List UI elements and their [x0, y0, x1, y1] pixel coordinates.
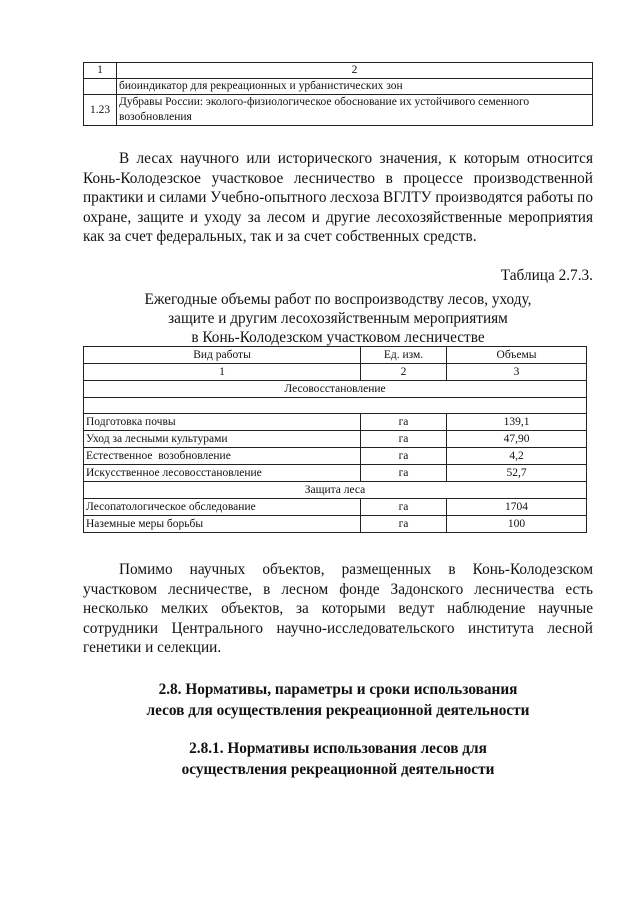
work-type: Естественное возобновление: [84, 448, 361, 465]
unit: га: [361, 499, 447, 516]
table-header-row: [84, 63, 593, 79]
section-title: Защита леса: [84, 482, 587, 499]
work-type: Лесопатологическое обследование: [84, 499, 361, 516]
table-row: [84, 79, 593, 95]
table-cell: 2: [361, 364, 447, 381]
table-header-row: [84, 347, 587, 364]
table-cell-text: Дубравы России: эколого-физиологическое обоснование их устойчивого семенного: [119, 96, 530, 108]
work-type: Наземные меры борьбы: [84, 516, 361, 533]
table-row: [84, 448, 587, 465]
table-header-cell: 1: [84, 63, 117, 79]
heading-line: 2.8. Нормативы, параметры и сроки использования: [158, 681, 518, 698]
works-volume-table: [83, 346, 587, 533]
table-caption: [83, 290, 593, 347]
volume: 52,7: [447, 465, 587, 482]
unit: га: [361, 414, 447, 431]
table-cell: [84, 79, 117, 95]
work-type: Подготовка почвы: [84, 414, 361, 431]
table-row: [84, 414, 587, 431]
section-title: Лесовосстановление: [84, 381, 587, 398]
table-cell: [84, 398, 587, 414]
continuation-table: [83, 62, 593, 126]
table-cell: 3: [447, 364, 587, 381]
column-number-row: [84, 364, 587, 381]
volume: 4,2: [447, 448, 587, 465]
body-paragraph: [83, 149, 593, 247]
paragraph-text: В лесах научного или исторического значения, к которым относится Конь-Колодезское участковое лесничество в процессе производственной практики и силами Учебно-опытного лесхоза ВГЛТУ производятся работы по охране, защите и уходу за лесом и другие лесохозяйственные мероприятия как за счет федеральных, так и за счет собственных средств.: [83, 150, 593, 246]
table-cell: 1: [84, 364, 361, 381]
table-cell: 1.23: [84, 95, 117, 126]
volume: 47,90: [447, 431, 587, 448]
volume: 100: [447, 516, 587, 533]
volume: 1704: [447, 499, 587, 516]
table-cell: [117, 95, 593, 126]
table-row: [84, 431, 587, 448]
table-cell: биоиндикатор для рекреационных и урбанистических зон: [117, 79, 593, 95]
section-row: [84, 482, 587, 499]
table-header-cell: Ед. изм.: [361, 347, 447, 364]
table-header-cell: Объемы: [447, 347, 587, 364]
unit: га: [361, 431, 447, 448]
caption-line: Ежегодные объемы работ по воспроизводству лесов, уходу,: [144, 291, 532, 308]
section-heading: [83, 679, 593, 721]
heading-line: лесов для осуществления рекреационной деятельности: [146, 702, 530, 719]
heading-line: 2.8.1. Нормативы использования лесов для: [189, 740, 487, 757]
table-row: [84, 95, 593, 126]
blank-row: [84, 398, 587, 414]
body-paragraph: [83, 560, 593, 658]
caption-line: в Конь-Колодезском участковом лесничестве: [191, 329, 485, 346]
caption-line: защите и другим лесохозяйственным мероприятиям: [168, 310, 508, 327]
table-cell-text: возобновления: [119, 111, 192, 123]
section-row: [84, 381, 587, 398]
unit: га: [361, 465, 447, 482]
work-type: Искусственное лесовосстановление: [84, 465, 361, 482]
heading-line: осуществления рекреационной деятельности: [181, 761, 495, 778]
table-header-cell: Вид работы: [84, 347, 361, 364]
volume: 139,1: [447, 414, 587, 431]
table-label: Таблица 2.7.3.: [500, 267, 593, 284]
paragraph-text: Помимо научных объектов, размещенных в Конь-Колодезском участковом лесничестве, в лесном фонде Задонского лесничества есть несколько мелких объектов, за которыми ведут наблюдение научные сотрудники Центрального научно-исследовательского института лесной генетики и селекции.: [83, 561, 593, 657]
table-row: [84, 499, 587, 516]
unit: га: [361, 516, 447, 533]
work-type: Уход за лесными культурами: [84, 431, 361, 448]
subsection-heading: [83, 738, 593, 780]
unit: га: [361, 448, 447, 465]
table-row: [84, 465, 587, 482]
table-header-cell: 2: [117, 63, 593, 79]
table-row: [84, 516, 587, 533]
